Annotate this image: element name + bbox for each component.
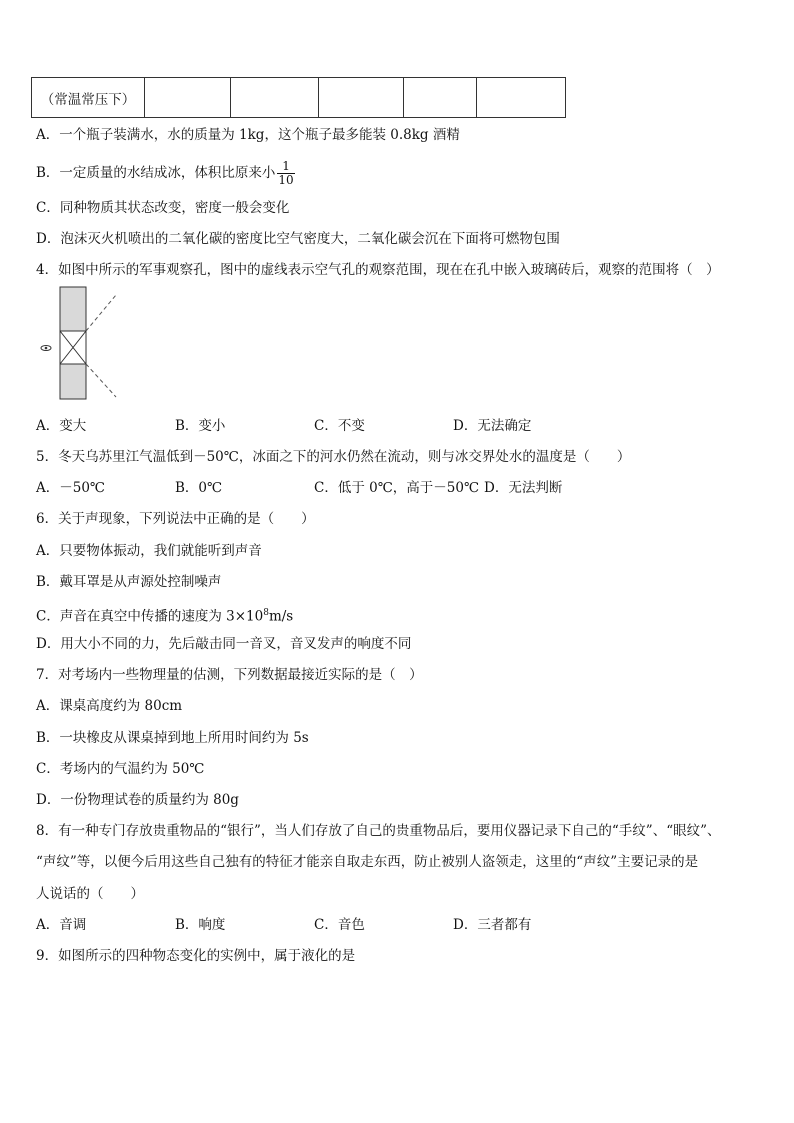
q4-option-d: D．无法确定	[453, 418, 532, 434]
q8-stem-line2: “声纹”等，以便今后用这些自己独有的特征才能亲自取走东西，防止被别人盗领走，这里的“声纹”主要记录的是	[36, 854, 699, 870]
q3-option-b	[36, 160, 295, 187]
q8-option-b: B．响度	[175, 917, 226, 933]
q8-option-a: A．音调	[36, 917, 87, 933]
q8-stem-line3: 人说话的（ ）	[36, 886, 144, 902]
observation-hole-figure	[36, 285, 126, 403]
q6-option-b: B．戴耳罩是从声源处控制噪声	[36, 574, 222, 590]
q5-option-b: B．0℃	[175, 480, 223, 496]
q6-option-c	[36, 604, 293, 626]
q8-option-d: D．三者都有	[453, 917, 532, 933]
fraction	[277, 160, 294, 187]
eye-icon	[41, 346, 51, 351]
q4-stem: 4．如图中所示的军事观察孔，图中的虚线表示空气孔的观察范围，现在在孔中嵌入玻璃砖后，观察的范围将（ ）	[36, 262, 720, 278]
q5-stem: 5．冬天乌苏里江气温低到－50℃，冰面之下的河水仍然在流动，则与冰交界处水的温度是（ ）	[36, 449, 631, 465]
fraction-denominator: 10	[278, 173, 294, 187]
q7-option-d: D．一份物理试卷的质量约为 80g	[36, 792, 239, 808]
exponent: 8	[263, 608, 269, 618]
q4-option-b: B．变小	[175, 418, 226, 434]
q7-option-c: C．考场内的气温约为 50℃	[36, 761, 205, 777]
wall-upper	[60, 287, 86, 331]
table-cell	[404, 78, 477, 118]
q6-option-c-text: C．声音在真空中传播的速度为 3×10	[36, 608, 264, 625]
q6-stem: 6．关于声现象，下列说法中正确的是（ ）	[36, 511, 315, 527]
q9-stem: 9．如图所示的四种物态变化的实例中，属于液化的是	[36, 948, 356, 964]
wall-lower	[60, 364, 86, 399]
q5-option-a: A．－50℃	[36, 480, 106, 496]
table-cell	[231, 78, 319, 118]
q7-option-a: A．课桌高度约为 80cm	[36, 698, 183, 714]
q5-option-d: D．无法判断	[484, 480, 563, 496]
table-cell	[145, 78, 231, 118]
q8-option-c: C．音色	[314, 917, 365, 933]
q4-option-c: C．不变	[314, 418, 365, 434]
q3-option-a: A．一个瓶子装满水，水的质量为 1kg，这个瓶子最多能装 0.8kg 酒精	[36, 127, 460, 143]
q3-option-b-text: B．一定质量的水结成冰，体积比原来小	[36, 165, 276, 181]
view-range-upper	[86, 295, 116, 331]
view-range-lower	[86, 364, 116, 397]
q6-option-d: D．用大小不同的力，先后敲击同一音叉，音叉发声的响度不同	[36, 636, 412, 652]
density-table	[31, 77, 566, 118]
q8-stem-line1: 8．有一种专门存放贵重物品的“银行”，当人们存放了自己的贵重物品后，要用仪器记录下自己的“手纹”、“眼纹”、	[36, 823, 721, 839]
table-cell	[319, 78, 404, 118]
q3-option-c: C．同种物质其状态改变，密度一般会变化	[36, 200, 290, 216]
q4-option-a: A．变大	[36, 418, 87, 434]
q7-stem: 7．对考场内一些物理量的估测，下列数据最接近实际的是（ ）	[36, 667, 423, 683]
fraction-numerator: 1	[277, 160, 294, 174]
q5-option-c: C．低于 0℃，高于－50℃	[314, 480, 480, 496]
table-cell	[477, 78, 566, 118]
q6-option-c-unit: m/s	[268, 608, 294, 625]
q7-option-b: B．一块橡皮从课桌掉到地上所用时间约为 5s	[36, 730, 309, 746]
q3-option-d: D．泡沫灭火机喷出的二氧化碳的密度比空气密度大，二氧化碳会沉在下面将可燃物包围	[36, 231, 560, 247]
q6-option-a: A．只要物体振动，我们就能听到声音	[36, 543, 262, 559]
table-cell-condition: （常温常压下）	[32, 78, 145, 118]
